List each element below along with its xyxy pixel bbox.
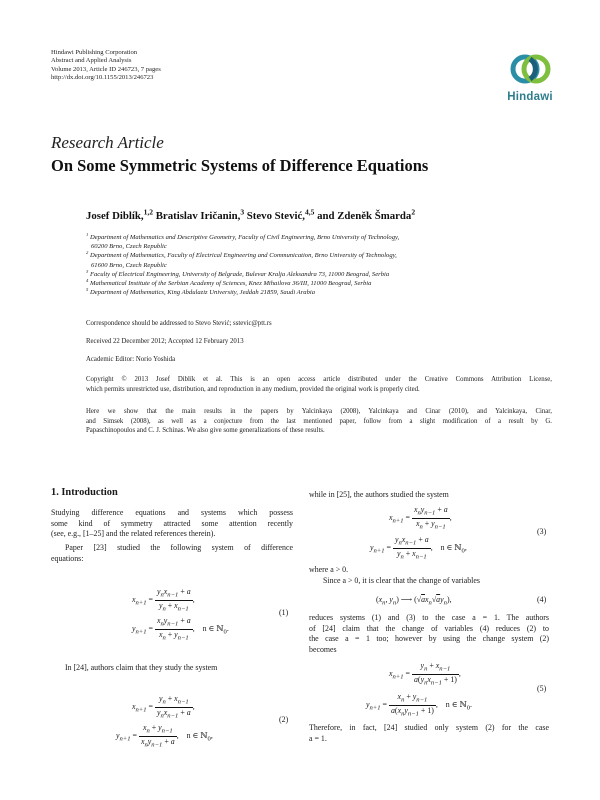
affiliation: $^4$ Mathematical Institute of the Serbian Academy of Sciences, Knez Mihailova 36/III, 11000 Beograd, Serbia bbox=[86, 277, 372, 288]
right-paragraph-5: Therefore, in fact, [24] studied only system (2) for the case a = 1. bbox=[309, 723, 549, 743]
journal-name: Abstract and Applied Analysis bbox=[51, 57, 132, 65]
equation-3a: $x_{n+1}$ = $\frac{x_ny_{n-1} + a}{x_n + y_{n-1}}$ , bbox=[389, 505, 452, 531]
equation-number: (1) bbox=[279, 608, 289, 617]
author-name: Stevo Stević, bbox=[244, 210, 305, 222]
hindawi-logo bbox=[500, 47, 560, 105]
correspondence: Correspondence should be addressed to Stevo Stević; sstevic@ptt.rs bbox=[86, 320, 272, 327]
author-name: Bratislav Iričanin, bbox=[153, 210, 241, 222]
affiliation-cont: 61600 Brno, Czech Republic bbox=[91, 261, 167, 269]
affiliation: $^3$ Faculty of Electrical Engineering, University of Belgrade, Bulevar Kralja Aleksandra 73, 11000 Beograd, Serbia bbox=[86, 268, 390, 278]
equation-2b: $y_{n+1}$ = $\frac{x_n + y_{n-1}}{x_ny_{n-1} + a}$ , n ∈ ℕ$_0$, bbox=[116, 723, 213, 749]
academic-editor: Academic Editor: Norio Yoshida bbox=[86, 356, 176, 363]
affiliation-cont: 60200 Brno, Czech Republic bbox=[91, 243, 167, 251]
equation-number: (4) bbox=[537, 595, 547, 604]
author-affil-sup: 4,5 bbox=[304, 207, 315, 217]
affiliation: $^5$ Department of Mathematics, King Abdulaziz University, Jeddah 21859, Saudi Arabia bbox=[86, 287, 315, 297]
equation-5b: $y_{n+1}$ = $\frac{x_n + y_{n-1}}{a(x_ny_{n-1} + 1)}$ , n ∈ ℕ$_0$. bbox=[366, 692, 473, 718]
author-affil-sup: 2 bbox=[411, 207, 416, 217]
affiliation-list bbox=[86, 233, 536, 297]
equation-2a: $x_{n+1}$ = $\frac{y_n + x_{n-1}}{y_nx_{n-1} + a}$ , bbox=[132, 694, 195, 720]
publication-info bbox=[51, 49, 161, 83]
right-paragraph-1: while in [25], the authors studied the system bbox=[309, 490, 449, 499]
author-name: Josef Diblík, bbox=[86, 210, 144, 222]
author-list bbox=[86, 207, 416, 222]
equation-number: (2) bbox=[279, 715, 289, 724]
author-name: and Zdeněk Šmarda bbox=[314, 210, 412, 222]
received-dates: Received 22 December 2012; Accepted 12 February 2013 bbox=[86, 338, 244, 345]
article-type: Research Article bbox=[51, 133, 164, 152]
author-affil-sup: 1,2 bbox=[143, 207, 154, 217]
equation-4: ($x_n$, $y_n$) ⟶ $(√ax_n√ay_n)$, bbox=[376, 595, 452, 607]
right-paragraph-3: Since a > 0, it is clear that the change of variables bbox=[323, 576, 480, 585]
abstract: Here we show that the main results in the papers by Yalcinkaya (2008), Yalcinkaya and Cinar (2010), and Yalcinkaya, Cinar, and Simsek (2008), as well as a conjecture from the last mentioned paper, follow from a slight modification of a result by G. Papaschinopoulos and C. J. Schinas. We also give some generalizations of these results. bbox=[86, 408, 552, 435]
hindawi-logo-icon bbox=[500, 47, 560, 91]
intro-paragraph-2: Paper [23] studied the following system of difference equations: bbox=[51, 543, 293, 563]
equation-number: (3) bbox=[537, 527, 547, 536]
article-title: On Some Symmetric Systems of Difference Equations bbox=[51, 156, 429, 175]
affiliation: $^1$ Department of Mathematics and Descriptive Geometry, Faculty of Civil Engineering, Brno University of Technology, bbox=[86, 231, 400, 241]
equation-3b: $y_{n+1}$ = $\frac{y_nx_{n-1} + a}{y_n + x_{n-1}}$ , n ∈ ℕ$_0$, bbox=[370, 535, 467, 561]
intro-paragraph-1: Studying difference equations and systems which possess some kind of symmetry attracted some attention recently (see, e.g., [1–25] and the related references therein). bbox=[51, 508, 293, 539]
publisher-name: Hindawi Publishing Corporation bbox=[51, 49, 138, 56]
volume-line: Volume 2013, Article ID 246723, 7 pages bbox=[51, 65, 161, 73]
right-paragraph-2: where a > 0. bbox=[309, 565, 349, 574]
section-heading: 1. Introduction bbox=[51, 487, 118, 498]
logo-wordmark: Hindawi bbox=[507, 91, 553, 103]
equation-1b: $y_{n+1}$ = $\frac{x_ny_{n-1} + a}{x_n + y_{n-1}}$ , n ∈ ℕ$_0$. bbox=[132, 616, 229, 642]
intro-paragraph-3: In [24], authors claim that they study the system bbox=[65, 663, 218, 672]
doi-link[interactable]: http://dx.doi.org/10.1155/2013/246723 bbox=[51, 74, 154, 82]
copyright-notice: Copyright © 2013 Josef Diblík et al. This is an open access article distributed under the Creative Commons Attribution License, which permits unrestricted use, distribution, and reproduction in any medium, provided the original work is properly cited. bbox=[86, 376, 552, 393]
author-affil-sup: 3 bbox=[240, 207, 245, 217]
right-paragraph-4: reduces systems (1) and (3) to the case a = 1. The authors of [24] claim that the change of variables (4) reduces (2) to the case a = 1 too; however by using the change system (2) becomes bbox=[309, 613, 549, 654]
equation-5a: $x_{n+1}$ = $\frac{y_n + x_{n-1}}{a(y_nx_{n-1} + 1)}$ , bbox=[389, 661, 461, 687]
affiliation: $^2$ Department of Mathematics, Faculty of Electrical Engineering and Communication, Brno University of Technology, bbox=[86, 250, 397, 260]
equation-number: (5) bbox=[537, 684, 547, 693]
equation-1a: $x_{n+1}$ = $\frac{y_nx_{n-1} + a}{y_n + x_{n-1}}$ , bbox=[132, 587, 195, 613]
